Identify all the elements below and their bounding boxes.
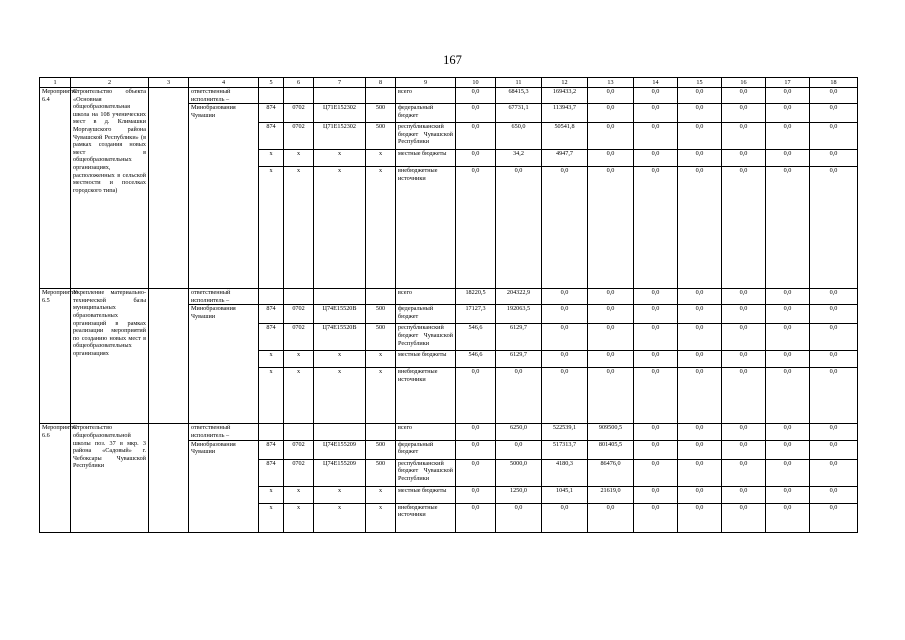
cell-target-code: x (314, 486, 366, 503)
measure-name: Укрепление материально-технической базы муниципальных образовательных организаций в рамках реализации мероприятий по созданию новых мест в общеобразовательных организациях (71, 289, 149, 424)
value-cell: 0,0 (766, 150, 810, 167)
value-cell: 1250,0 (496, 486, 542, 503)
column-number: 17 (766, 78, 810, 88)
value-cell: 0,0 (634, 150, 678, 167)
value-cell: 0,0 (634, 368, 678, 424)
cell-ministry-code: x (259, 167, 284, 289)
executor-org: Минобразования Чувашии (189, 305, 259, 424)
value-cell: 67731,1 (496, 104, 542, 123)
cell-section-code: 0702 (284, 104, 314, 123)
value-cell: 0,0 (766, 104, 810, 123)
value-cell: 6250,0 (496, 424, 542, 440)
value-cell: 0,0 (766, 440, 810, 459)
column-number: 1 (40, 78, 71, 88)
value-cell: 0,0 (588, 351, 634, 368)
measure-code: Мероприятие 6.5 (40, 289, 71, 424)
value-cell: 0,0 (722, 123, 766, 150)
value-cell: 34,2 (496, 150, 542, 167)
cell-ministry-code (259, 88, 284, 104)
funding-source: республиканский бюджет Чувашской Республики (396, 459, 456, 486)
cell-ministry-code: 874 (259, 324, 284, 351)
column-number: 5 (259, 78, 284, 88)
column-number: 6 (284, 78, 314, 88)
value-cell: 0,0 (496, 503, 542, 532)
empty-cell (149, 88, 189, 289)
value-cell: 0,0 (766, 351, 810, 368)
cell-section-code: x (284, 167, 314, 289)
value-cell: 0,0 (588, 324, 634, 351)
value-cell: 0,0 (678, 424, 722, 440)
value-cell: 0,0 (634, 424, 678, 440)
value-cell: 0,0 (542, 167, 588, 289)
value-cell: 50541,8 (542, 123, 588, 150)
value-cell: 0,0 (766, 305, 810, 324)
value-cell: 0,0 (634, 305, 678, 324)
value-cell: 0,0 (456, 503, 496, 532)
value-cell: 0,0 (722, 167, 766, 289)
cell-expense-type: 500 (366, 440, 396, 459)
empty-cell (149, 424, 189, 532)
value-cell: 0,0 (678, 440, 722, 459)
value-cell: 0,0 (456, 368, 496, 424)
cell-ministry-code: x (259, 351, 284, 368)
funding-source: внебюджетные источники (396, 503, 456, 532)
funding-source: федеральный бюджет (396, 104, 456, 123)
value-cell: 0,0 (634, 88, 678, 104)
cell-target-code (314, 289, 366, 305)
value-cell: 5000,0 (496, 459, 542, 486)
column-number: 10 (456, 78, 496, 88)
value-cell: 0,0 (496, 368, 542, 424)
value-cell: 0,0 (810, 167, 858, 289)
value-cell: 0,0 (588, 503, 634, 532)
cell-expense-type (366, 424, 396, 440)
value-cell: 113943,7 (542, 104, 588, 123)
cell-section-code: 0702 (284, 324, 314, 351)
cell-section-code (284, 289, 314, 305)
cell-section-code: 0702 (284, 123, 314, 150)
cell-section-code: x (284, 503, 314, 532)
cell-section-code: x (284, 150, 314, 167)
cell-section-code (284, 424, 314, 440)
value-cell: 0,0 (722, 324, 766, 351)
cell-target-code: Ц74Е155209 (314, 440, 366, 459)
page-number: 167 (443, 53, 462, 67)
value-cell: 0,0 (678, 324, 722, 351)
value-cell: 0,0 (722, 88, 766, 104)
cell-target-code: Ц71Е152302 (314, 123, 366, 150)
value-cell: 6129,7 (496, 324, 542, 351)
value-cell: 0,0 (810, 459, 858, 486)
value-cell: 0,0 (588, 305, 634, 324)
value-cell: 0,0 (766, 88, 810, 104)
executor-org: Минобразования Чувашии (189, 104, 259, 289)
value-cell: 0,0 (678, 459, 722, 486)
value-cell: 0,0 (678, 351, 722, 368)
value-cell: 0,0 (766, 424, 810, 440)
cell-target-code: x (314, 351, 366, 368)
funding-source: всего (396, 88, 456, 104)
value-cell: 0,0 (588, 123, 634, 150)
value-cell: 0,0 (810, 123, 858, 150)
value-cell: 0,0 (678, 88, 722, 104)
cell-expense-type (366, 88, 396, 104)
value-cell: 0,0 (634, 351, 678, 368)
value-cell: 0,0 (678, 150, 722, 167)
value-cell: 0,0 (542, 351, 588, 368)
column-number: 2 (71, 78, 149, 88)
value-cell: 546,6 (456, 351, 496, 368)
cell-ministry-code: 874 (259, 440, 284, 459)
column-number: 11 (496, 78, 542, 88)
cell-target-code: x (314, 368, 366, 424)
funding-source: республиканский бюджет Чувашской Республики (396, 123, 456, 150)
value-cell: 0,0 (722, 503, 766, 532)
column-number: 12 (542, 78, 588, 88)
cell-section-code (284, 88, 314, 104)
executor-role: ответственный исполнитель – (189, 88, 259, 104)
value-cell: 0,0 (766, 123, 810, 150)
value-cell: 0,0 (542, 305, 588, 324)
table-row (40, 88, 858, 104)
value-cell: 0,0 (678, 289, 722, 305)
value-cell: 0,0 (634, 486, 678, 503)
value-cell: 18220,5 (456, 289, 496, 305)
funding-source: внебюджетные источники (396, 368, 456, 424)
value-cell: 0,0 (496, 440, 542, 459)
value-cell: 0,0 (678, 167, 722, 289)
executor-org: Минобразования Чувашии (189, 440, 259, 532)
value-cell: 0,0 (810, 486, 858, 503)
column-number: 8 (366, 78, 396, 88)
value-cell: 0,0 (722, 459, 766, 486)
value-cell: 0,0 (588, 167, 634, 289)
value-cell: 0,0 (456, 486, 496, 503)
column-number-row (40, 78, 858, 88)
funding-source: местные бюджеты (396, 150, 456, 167)
value-cell: 0,0 (810, 440, 858, 459)
value-cell: 0,0 (722, 104, 766, 123)
cell-expense-type: x (366, 368, 396, 424)
value-cell: 169433,2 (542, 88, 588, 104)
cell-ministry-code: 874 (259, 459, 284, 486)
value-cell: 0,0 (542, 503, 588, 532)
value-cell: 0,0 (634, 167, 678, 289)
value-cell: 0,0 (810, 305, 858, 324)
value-cell: 0,0 (456, 167, 496, 289)
value-cell: 0,0 (722, 440, 766, 459)
table-row (40, 424, 858, 440)
value-cell: 0,0 (766, 167, 810, 289)
cell-expense-type: 500 (366, 324, 396, 351)
cell-section-code: 0702 (284, 305, 314, 324)
cell-ministry-code: x (259, 486, 284, 503)
value-cell: 0,0 (678, 104, 722, 123)
cell-ministry-code (259, 289, 284, 305)
cell-expense-type: 500 (366, 123, 396, 150)
cell-target-code: Ц74Е155209 (314, 459, 366, 486)
value-cell: 0,0 (678, 503, 722, 532)
cell-target-code: x (314, 167, 366, 289)
cell-section-code: 0702 (284, 440, 314, 459)
cell-target-code: x (314, 150, 366, 167)
value-cell: 0,0 (542, 368, 588, 424)
value-cell: 0,0 (456, 123, 496, 150)
value-cell: 0,0 (456, 88, 496, 104)
value-cell: 0,0 (634, 440, 678, 459)
funding-source: всего (396, 289, 456, 305)
value-cell: 0,0 (588, 368, 634, 424)
cell-expense-type: 500 (366, 305, 396, 324)
funding-source: местные бюджеты (396, 351, 456, 368)
funding-source: внебюджетные источники (396, 167, 456, 289)
value-cell: 0,0 (496, 167, 542, 289)
value-cell: 0,0 (634, 503, 678, 532)
executor-role: ответственный исполнитель – (189, 289, 259, 305)
value-cell: 0,0 (456, 459, 496, 486)
value-cell: 0,0 (766, 459, 810, 486)
measure-code: Мероприятие 6.6 (40, 424, 71, 532)
value-cell: 546,6 (456, 324, 496, 351)
funding-source: всего (396, 424, 456, 440)
value-cell: 6129,7 (496, 351, 542, 368)
value-cell: 0,0 (766, 486, 810, 503)
cell-section-code: x (284, 368, 314, 424)
value-cell: 0,0 (722, 486, 766, 503)
cell-ministry-code: 874 (259, 123, 284, 150)
value-cell: 0,0 (634, 289, 678, 305)
funding-source: федеральный бюджет (396, 440, 456, 459)
cell-expense-type: x (366, 351, 396, 368)
value-cell: 0,0 (722, 289, 766, 305)
column-number: 18 (810, 78, 858, 88)
table-row (40, 289, 858, 305)
cell-target-code (314, 88, 366, 104)
funding-source: местные бюджеты (396, 486, 456, 503)
value-cell: 0,0 (810, 324, 858, 351)
value-cell: 86476,0 (588, 459, 634, 486)
value-cell: 0,0 (810, 503, 858, 532)
value-cell: 4947,7 (542, 150, 588, 167)
value-cell: 0,0 (634, 459, 678, 486)
cell-ministry-code: x (259, 368, 284, 424)
budget-table (39, 77, 858, 533)
value-cell: 0,0 (542, 289, 588, 305)
cell-expense-type: 500 (366, 104, 396, 123)
cell-ministry-code (259, 424, 284, 440)
cell-ministry-code: 874 (259, 305, 284, 324)
value-cell: 0,0 (678, 123, 722, 150)
value-cell: 192063,5 (496, 305, 542, 324)
value-cell: 0,0 (456, 104, 496, 123)
cell-expense-type: x (366, 150, 396, 167)
value-cell: 0,0 (456, 424, 496, 440)
funding-source: республиканский бюджет Чувашской Республики (396, 324, 456, 351)
cell-ministry-code: 874 (259, 104, 284, 123)
cell-ministry-code: x (259, 503, 284, 532)
value-cell: 0,0 (810, 368, 858, 424)
value-cell: 0,0 (678, 368, 722, 424)
value-cell: 0,0 (766, 289, 810, 305)
cell-target-code (314, 424, 366, 440)
value-cell: 0,0 (810, 104, 858, 123)
cell-target-code: Ц71Е152302 (314, 104, 366, 123)
column-number: 15 (678, 78, 722, 88)
value-cell: 0,0 (766, 324, 810, 351)
table-body (40, 78, 858, 533)
column-number: 9 (396, 78, 456, 88)
cell-section-code: x (284, 486, 314, 503)
cell-section-code: 0702 (284, 459, 314, 486)
value-cell: 1045,1 (542, 486, 588, 503)
value-cell: 801405,5 (588, 440, 634, 459)
value-cell: 0,0 (722, 368, 766, 424)
value-cell: 204322,9 (496, 289, 542, 305)
cell-target-code: Ц74Е15520В (314, 305, 366, 324)
cell-expense-type: x (366, 486, 396, 503)
value-cell: 0,0 (542, 324, 588, 351)
value-cell: 0,0 (722, 351, 766, 368)
cell-expense-type: x (366, 503, 396, 532)
value-cell: 0,0 (678, 486, 722, 503)
value-cell: 0,0 (810, 351, 858, 368)
value-cell: 21619,0 (588, 486, 634, 503)
value-cell: 0,0 (810, 289, 858, 305)
value-cell: 0,0 (678, 305, 722, 324)
value-cell: 0,0 (810, 150, 858, 167)
value-cell: 0,0 (456, 150, 496, 167)
value-cell: 0,0 (588, 88, 634, 104)
value-cell: 650,0 (496, 123, 542, 150)
value-cell: 517313,7 (542, 440, 588, 459)
value-cell: 4180,3 (542, 459, 588, 486)
column-number: 4 (189, 78, 259, 88)
cell-target-code: x (314, 503, 366, 532)
column-number: 7 (314, 78, 366, 88)
value-cell: 0,0 (810, 424, 858, 440)
funding-source: федеральный бюджет (396, 305, 456, 324)
value-cell: 0,0 (456, 440, 496, 459)
cell-ministry-code: x (259, 150, 284, 167)
measure-name: Строительство объекта «Основная общеобразовательная школа на 108 ученических мест в д. Климашки Моргаушского района Чувашской Республики» (в рамках создания новых мест в общеобразовательных организациях, расположенных в сельской местности и поселках городского типа) (71, 88, 149, 289)
cell-expense-type: 500 (366, 459, 396, 486)
value-cell: 522539,1 (542, 424, 588, 440)
column-number: 3 (149, 78, 189, 88)
column-number: 14 (634, 78, 678, 88)
value-cell: 0,0 (588, 289, 634, 305)
value-cell: 0,0 (634, 324, 678, 351)
value-cell: 0,0 (722, 424, 766, 440)
value-cell: 909500,5 (588, 424, 634, 440)
value-cell: 0,0 (588, 150, 634, 167)
column-number: 16 (722, 78, 766, 88)
value-cell: 0,0 (634, 123, 678, 150)
measure-code: Мероприятие 6.4 (40, 88, 71, 289)
cell-target-code: Ц74Е15520В (314, 324, 366, 351)
measure-name: Строительство общеобразовательной школы поз. 37 в мкр. 3 района «Садовый» г. Чебоксары Чувашской Республики (71, 424, 149, 532)
cell-section-code: x (284, 351, 314, 368)
value-cell: 68415,3 (496, 88, 542, 104)
column-number: 13 (588, 78, 634, 88)
value-cell: 0,0 (722, 305, 766, 324)
value-cell: 0,0 (634, 104, 678, 123)
cell-expense-type (366, 289, 396, 305)
cell-expense-type: x (366, 167, 396, 289)
value-cell: 0,0 (766, 368, 810, 424)
value-cell: 17127,3 (456, 305, 496, 324)
value-cell: 0,0 (588, 104, 634, 123)
value-cell: 0,0 (810, 88, 858, 104)
value-cell: 0,0 (722, 150, 766, 167)
value-cell: 0,0 (766, 503, 810, 532)
executor-role: ответственный исполнитель – (189, 424, 259, 440)
empty-cell (149, 289, 189, 424)
